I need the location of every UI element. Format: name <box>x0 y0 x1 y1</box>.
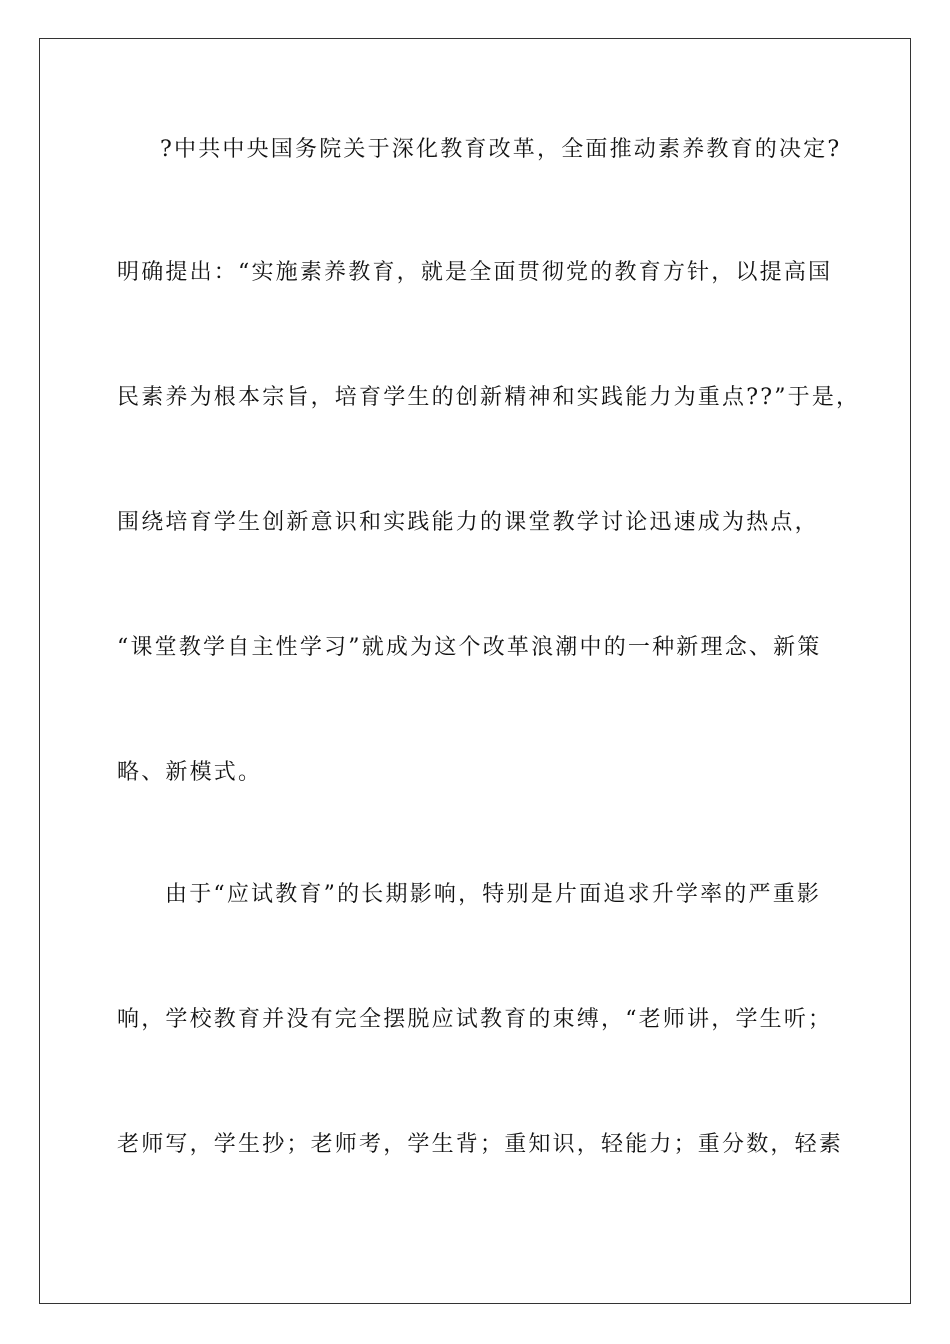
paragraph-line: 由于“应试教育”的长期影响，特别是片面追求升学率的严重影 <box>165 882 822 907</box>
paragraph-line: “课堂教学自主性学习”就成为这个改革浪潮中的一种新理念、新策 <box>117 635 822 660</box>
page-border <box>39 38 911 1304</box>
paragraph-line: 响，学校教育并没有完全摆脱应试教育的束缚，“老师讲，学生听； <box>117 1007 833 1032</box>
paragraph-line: 民素养为根本宗旨，培育学生的创新精神和实践能力为重点??”于是， <box>117 385 861 410</box>
paragraph-line: 老师写，学生抄；老师考，学生背；重知识，轻能力；重分数，轻素 <box>117 1132 844 1157</box>
paragraph-line: 略、新模式。 <box>117 760 263 785</box>
paragraph-line: 围绕培育学生创新意识和实践能力的课堂教学讨论迅速成为热点， <box>117 510 819 535</box>
paragraph-line: ?中共中央国务院关于深化教育改革，全面推动素养教育的决定? <box>160 137 842 162</box>
paragraph-line: 明确提出：“实施素养教育，就是全面贯彻党的教育方针，以提高国 <box>117 260 833 285</box>
